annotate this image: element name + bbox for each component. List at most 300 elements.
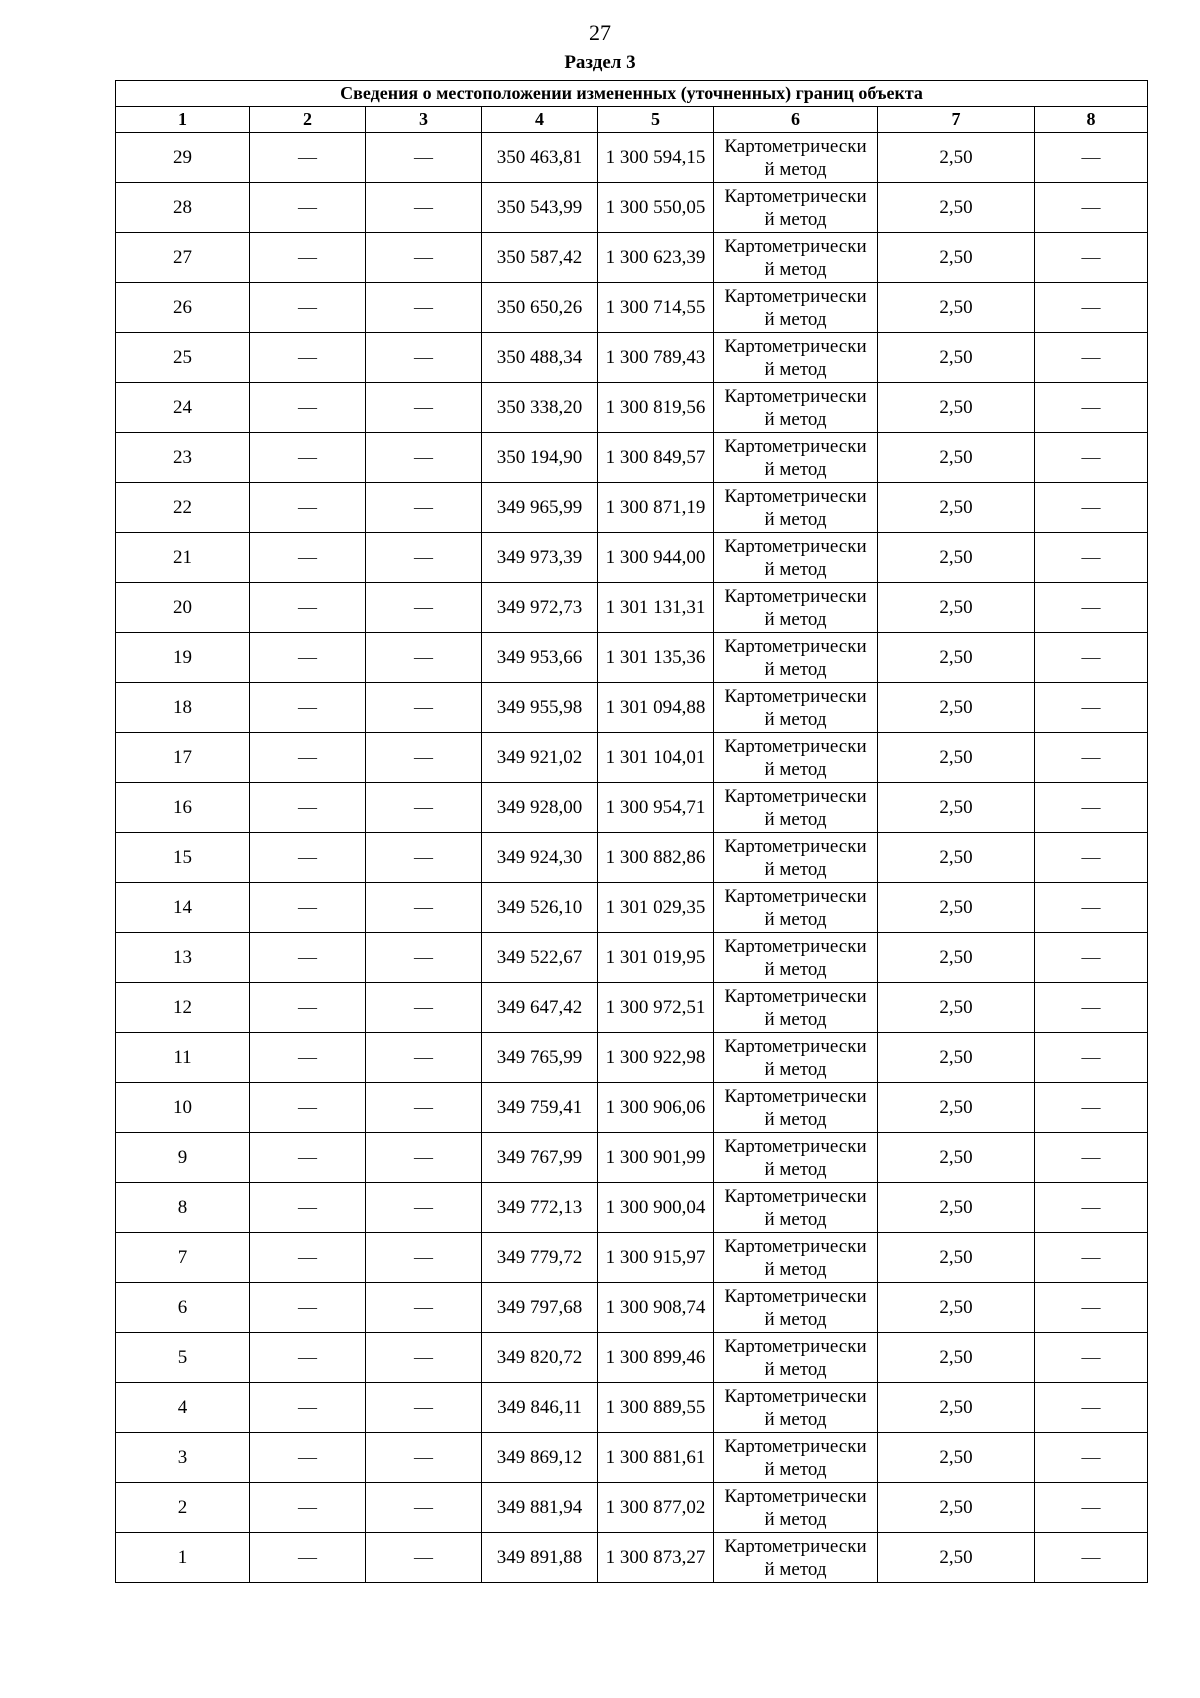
x-coordinate-cell: 349 928,00 — [482, 783, 598, 833]
column-2-cell: — — [250, 1483, 366, 1533]
method-text-line-2: й метод — [764, 1258, 827, 1280]
column-number: 2 — [250, 107, 366, 133]
table-row — [116, 1383, 1148, 1433]
column-3-cell: — — [366, 833, 482, 883]
method-text-line-1: Картометрически — [724, 985, 867, 1007]
method-text-line-1: Картометрически — [724, 635, 867, 657]
method-text-line-2: й метод — [764, 1508, 827, 1530]
method-text-line-1: Картометрически — [724, 485, 867, 507]
y-coordinate-cell: 1 300 871,19 — [598, 483, 714, 533]
column-8-cell: — — [1035, 783, 1148, 833]
column-2-cell: — — [250, 1383, 366, 1433]
table-row — [116, 1333, 1148, 1383]
y-coordinate-cell: 1 300 944,00 — [598, 533, 714, 583]
y-coordinate-cell: 1 300 922,98 — [598, 1033, 714, 1083]
column-2-cell: — — [250, 683, 366, 733]
accuracy-cell: 2,50 — [878, 1433, 1035, 1483]
column-8-cell: — — [1035, 1183, 1148, 1233]
accuracy-cell: 2,50 — [878, 1333, 1035, 1383]
y-coordinate-cell: 1 300 550,05 — [598, 183, 714, 233]
method-text-line-2: й метод — [764, 808, 827, 830]
y-coordinate-cell: 1 301 019,95 — [598, 933, 714, 983]
column-3-cell: — — [366, 783, 482, 833]
y-coordinate-cell: 1 300 594,15 — [598, 133, 714, 183]
column-8-cell: — — [1035, 233, 1148, 283]
table-row — [116, 683, 1148, 733]
column-8-cell: — — [1035, 1433, 1148, 1483]
accuracy-cell: 2,50 — [878, 1183, 1035, 1233]
method-text-line-1: Картометрически — [724, 1285, 867, 1307]
column-2-cell: — — [250, 433, 366, 483]
method-text-line-1: Картометрически — [724, 385, 867, 407]
point-number-cell: 2 — [116, 1483, 250, 1533]
x-coordinate-cell: 350 463,81 — [482, 133, 598, 183]
method-cell — [714, 1483, 878, 1533]
method-text-line-2: й метод — [764, 1408, 827, 1430]
column-3-cell: — — [366, 133, 482, 183]
accuracy-cell: 2,50 — [878, 783, 1035, 833]
x-coordinate-cell: 349 869,12 — [482, 1433, 598, 1483]
column-number: 5 — [598, 107, 714, 133]
table-row — [116, 483, 1148, 533]
x-coordinate-cell: 349 765,99 — [482, 1033, 598, 1083]
table-row — [116, 1533, 1148, 1583]
table-row — [116, 533, 1148, 583]
column-8-cell: — — [1035, 583, 1148, 633]
x-coordinate-cell: 349 797,68 — [482, 1283, 598, 1333]
table-row — [116, 783, 1148, 833]
method-text-line-2: й метод — [764, 1108, 827, 1130]
table-row — [116, 883, 1148, 933]
method-cell — [714, 433, 878, 483]
method-text-line-1: Картометрически — [724, 235, 867, 257]
y-coordinate-cell: 1 300 906,06 — [598, 1083, 714, 1133]
method-text-line-2: й метод — [764, 158, 827, 180]
table-row — [116, 983, 1148, 1033]
method-cell — [714, 583, 878, 633]
x-coordinate-cell: 350 194,90 — [482, 433, 598, 483]
method-text-line-1: Картометрически — [724, 1185, 867, 1207]
table-body — [116, 81, 1148, 1583]
column-2-cell: — — [250, 633, 366, 683]
column-3-cell: — — [366, 283, 482, 333]
section-title: Раздел 3 — [564, 52, 636, 73]
accuracy-cell: 2,50 — [878, 1483, 1035, 1533]
column-8-cell: — — [1035, 883, 1148, 933]
y-coordinate-cell: 1 300 889,55 — [598, 1383, 714, 1433]
method-cell — [714, 783, 878, 833]
column-2-cell: — — [250, 783, 366, 833]
column-3-cell: — — [366, 1183, 482, 1233]
column-8-cell: — — [1035, 433, 1148, 483]
column-3-cell: — — [366, 1283, 482, 1333]
accuracy-cell: 2,50 — [878, 333, 1035, 383]
method-text-line-1: Картометрически — [724, 1435, 867, 1457]
point-number-cell: 12 — [116, 983, 250, 1033]
point-number-cell: 27 — [116, 233, 250, 283]
method-text-line-2: й метод — [764, 1058, 827, 1080]
method-text-line-1: Картометрически — [724, 835, 867, 857]
column-8-cell: — — [1035, 383, 1148, 433]
method-text-line-1: Картометрически — [724, 1035, 867, 1057]
point-number-cell: 29 — [116, 133, 250, 183]
method-text-line-1: Картометрически — [724, 1135, 867, 1157]
column-3-cell: — — [366, 1133, 482, 1183]
accuracy-cell: 2,50 — [878, 283, 1035, 333]
table-row — [116, 333, 1148, 383]
column-2-cell: — — [250, 383, 366, 433]
method-text-line-1: Картометрически — [724, 135, 867, 157]
point-number-cell: 8 — [116, 1183, 250, 1233]
page-number: 27 — [589, 20, 611, 45]
table-caption: Сведения о местоположении измененных (уточненных) границ объекта — [116, 81, 1148, 107]
table-row — [116, 1133, 1148, 1183]
accuracy-cell: 2,50 — [878, 683, 1035, 733]
y-coordinate-cell: 1 300 881,61 — [598, 1433, 714, 1483]
point-number-cell: 10 — [116, 1083, 250, 1133]
column-2-cell: — — [250, 883, 366, 933]
point-number-cell: 6 — [116, 1283, 250, 1333]
y-coordinate-cell: 1 300 900,04 — [598, 1183, 714, 1233]
method-cell — [714, 383, 878, 433]
column-2-cell: — — [250, 1433, 366, 1483]
method-cell — [714, 1383, 878, 1433]
method-text-line-1: Картометрически — [724, 535, 867, 557]
method-text-line-1: Картометрически — [724, 435, 867, 457]
table-row — [116, 1183, 1148, 1233]
column-2-cell: — — [250, 183, 366, 233]
y-coordinate-cell: 1 300 819,56 — [598, 383, 714, 433]
method-cell — [714, 1233, 878, 1283]
point-number-cell: 13 — [116, 933, 250, 983]
accuracy-cell: 2,50 — [878, 1133, 1035, 1183]
point-number-cell: 17 — [116, 733, 250, 783]
x-coordinate-cell: 349 820,72 — [482, 1333, 598, 1383]
column-3-cell: — — [366, 583, 482, 633]
accuracy-cell: 2,50 — [878, 1033, 1035, 1083]
table-row — [116, 233, 1148, 283]
point-number-cell: 23 — [116, 433, 250, 483]
method-text-line-1: Картометрически — [724, 685, 867, 707]
x-coordinate-cell: 350 650,26 — [482, 283, 598, 333]
column-3-cell: — — [366, 483, 482, 533]
column-3-cell: — — [366, 333, 482, 383]
column-2-cell: — — [250, 983, 366, 1033]
column-3-cell: — — [366, 1433, 482, 1483]
y-coordinate-cell: 1 300 901,99 — [598, 1133, 714, 1183]
accuracy-cell: 2,50 — [878, 133, 1035, 183]
column-3-cell: — — [366, 1533, 482, 1583]
method-cell — [714, 283, 878, 333]
y-coordinate-cell: 1 301 029,35 — [598, 883, 714, 933]
table-row — [116, 1233, 1148, 1283]
method-text-line-2: й метод — [764, 958, 827, 980]
column-8-cell: — — [1035, 283, 1148, 333]
x-coordinate-cell: 349 647,42 — [482, 983, 598, 1033]
method-cell — [714, 1333, 878, 1383]
method-cell — [714, 533, 878, 583]
x-coordinate-cell: 349 846,11 — [482, 1383, 598, 1433]
x-coordinate-cell: 349 965,99 — [482, 483, 598, 533]
column-8-cell: — — [1035, 933, 1148, 983]
point-number-cell: 14 — [116, 883, 250, 933]
column-2-cell: — — [250, 1283, 366, 1333]
column-3-cell: — — [366, 983, 482, 1033]
table-row — [116, 133, 1148, 183]
y-coordinate-cell: 1 300 972,51 — [598, 983, 714, 1033]
accuracy-cell: 2,50 — [878, 833, 1035, 883]
column-2-cell: — — [250, 1333, 366, 1383]
column-3-cell: — — [366, 233, 482, 283]
y-coordinate-cell: 1 301 131,31 — [598, 583, 714, 633]
y-coordinate-cell: 1 300 899,46 — [598, 1333, 714, 1383]
accuracy-cell: 2,50 — [878, 1283, 1035, 1333]
method-cell — [714, 1533, 878, 1583]
x-coordinate-cell: 349 522,67 — [482, 933, 598, 983]
table-row — [116, 933, 1148, 983]
column-8-cell: — — [1035, 1333, 1148, 1383]
point-number-cell: 3 — [116, 1433, 250, 1483]
method-cell — [714, 1283, 878, 1333]
method-text-line-2: й метод — [764, 558, 827, 580]
column-8-cell: — — [1035, 483, 1148, 533]
method-cell — [714, 233, 878, 283]
accuracy-cell: 2,50 — [878, 583, 1035, 633]
column-number: 7 — [878, 107, 1035, 133]
method-text-line-2: й метод — [764, 1458, 827, 1480]
column-8-cell: — — [1035, 183, 1148, 233]
point-number-cell: 15 — [116, 833, 250, 883]
accuracy-cell: 2,50 — [878, 183, 1035, 233]
column-8-cell: — — [1035, 983, 1148, 1033]
method-cell — [714, 1183, 878, 1233]
column-number: 8 — [1035, 107, 1148, 133]
column-3-cell: — — [366, 683, 482, 733]
accuracy-cell: 2,50 — [878, 733, 1035, 783]
point-number-cell: 1 — [116, 1533, 250, 1583]
method-text-line-2: й метод — [764, 258, 827, 280]
column-3-cell: — — [366, 883, 482, 933]
accuracy-cell: 2,50 — [878, 233, 1035, 283]
method-text-line-2: й метод — [764, 908, 827, 930]
y-coordinate-cell: 1 300 873,27 — [598, 1533, 714, 1583]
column-2-cell: — — [250, 933, 366, 983]
point-number-cell: 16 — [116, 783, 250, 833]
column-8-cell: — — [1035, 1383, 1148, 1433]
column-2-cell: — — [250, 283, 366, 333]
column-2-cell: — — [250, 1533, 366, 1583]
table-row — [116, 1483, 1148, 1533]
method-text-line-1: Картометрически — [724, 785, 867, 807]
table-row — [116, 1033, 1148, 1083]
column-3-cell: — — [366, 1233, 482, 1283]
accuracy-cell: 2,50 — [878, 1383, 1035, 1433]
accuracy-cell: 2,50 — [878, 633, 1035, 683]
method-text-line-1: Картометрически — [724, 335, 867, 357]
method-text-line-1: Картометрически — [724, 735, 867, 757]
column-8-cell: — — [1035, 733, 1148, 783]
method-text-line-2: й метод — [764, 1358, 827, 1380]
accuracy-cell: 2,50 — [878, 383, 1035, 433]
y-coordinate-cell: 1 300 954,71 — [598, 783, 714, 833]
column-8-cell: — — [1035, 533, 1148, 583]
column-number: 6 — [714, 107, 878, 133]
column-number: 1 — [116, 107, 250, 133]
column-2-cell: — — [250, 1233, 366, 1283]
table-row — [116, 633, 1148, 683]
point-number-cell: 4 — [116, 1383, 250, 1433]
boundary-coordinates-table — [115, 80, 1148, 1583]
x-coordinate-cell: 349 526,10 — [482, 883, 598, 933]
accuracy-cell: 2,50 — [878, 483, 1035, 533]
accuracy-cell: 2,50 — [878, 1533, 1035, 1583]
method-cell — [714, 883, 878, 933]
column-8-cell: — — [1035, 833, 1148, 883]
column-number-row — [116, 107, 1148, 133]
method-text-line-2: й метод — [764, 1208, 827, 1230]
point-number-cell: 5 — [116, 1333, 250, 1383]
method-text-line-1: Картометрически — [724, 585, 867, 607]
point-number-cell: 7 — [116, 1233, 250, 1283]
point-number-cell: 18 — [116, 683, 250, 733]
column-3-cell: — — [366, 183, 482, 233]
column-2-cell: — — [250, 733, 366, 783]
column-number: 4 — [482, 107, 598, 133]
column-3-cell: — — [366, 1483, 482, 1533]
method-text-line-2: й метод — [764, 858, 827, 880]
column-8-cell: — — [1035, 133, 1148, 183]
method-cell — [714, 483, 878, 533]
method-cell — [714, 1133, 878, 1183]
table-row — [116, 283, 1148, 333]
table-row — [116, 1083, 1148, 1133]
column-3-cell: — — [366, 1083, 482, 1133]
accuracy-cell: 2,50 — [878, 1233, 1035, 1283]
column-2-cell: — — [250, 483, 366, 533]
x-coordinate-cell: 350 338,20 — [482, 383, 598, 433]
point-number-cell: 11 — [116, 1033, 250, 1083]
accuracy-cell: 2,50 — [878, 533, 1035, 583]
method-text-line-2: й метод — [764, 208, 827, 230]
column-2-cell: — — [250, 1133, 366, 1183]
x-coordinate-cell: 350 543,99 — [482, 183, 598, 233]
point-number-cell: 25 — [116, 333, 250, 383]
method-cell — [714, 1033, 878, 1083]
y-coordinate-cell: 1 300 714,55 — [598, 283, 714, 333]
column-2-cell: — — [250, 833, 366, 883]
y-coordinate-cell: 1 301 104,01 — [598, 733, 714, 783]
x-coordinate-cell: 349 972,73 — [482, 583, 598, 633]
column-8-cell: — — [1035, 1033, 1148, 1083]
accuracy-cell: 2,50 — [878, 433, 1035, 483]
point-number-cell: 22 — [116, 483, 250, 533]
column-2-cell: — — [250, 583, 366, 633]
x-coordinate-cell: 349 881,94 — [482, 1483, 598, 1533]
y-coordinate-cell: 1 300 849,57 — [598, 433, 714, 483]
column-8-cell: — — [1035, 333, 1148, 383]
method-text-line-2: й метод — [764, 708, 827, 730]
y-coordinate-cell: 1 300 915,97 — [598, 1233, 714, 1283]
column-3-cell: — — [366, 383, 482, 433]
point-number-cell: 19 — [116, 633, 250, 683]
accuracy-cell: 2,50 — [878, 983, 1035, 1033]
table-row — [116, 433, 1148, 483]
method-cell — [714, 183, 878, 233]
table-row — [116, 183, 1148, 233]
table-row — [116, 1433, 1148, 1483]
column-8-cell: — — [1035, 1233, 1148, 1283]
column-2-cell: — — [250, 1083, 366, 1133]
column-3-cell: — — [366, 433, 482, 483]
accuracy-cell: 2,50 — [878, 1083, 1035, 1133]
table-row — [116, 733, 1148, 783]
y-coordinate-cell: 1 300 877,02 — [598, 1483, 714, 1533]
column-2-cell: — — [250, 133, 366, 183]
method-text-line-1: Картометрически — [724, 885, 867, 907]
method-text-line-1: Картометрически — [724, 1335, 867, 1357]
column-8-cell: — — [1035, 1083, 1148, 1133]
y-coordinate-cell: 1 300 882,86 — [598, 833, 714, 883]
point-number-cell: 28 — [116, 183, 250, 233]
x-coordinate-cell: 349 772,13 — [482, 1183, 598, 1233]
method-text-line-2: й метод — [764, 508, 827, 530]
column-2-cell: — — [250, 333, 366, 383]
method-text-line-1: Картометрически — [724, 935, 867, 957]
method-text-line-2: й метод — [764, 1158, 827, 1180]
method-cell — [714, 933, 878, 983]
method-text-line-2: й метод — [764, 458, 827, 480]
method-text-line-2: й метод — [764, 358, 827, 380]
method-cell — [714, 133, 878, 183]
method-text-line-1: Картометрически — [724, 185, 867, 207]
accuracy-cell: 2,50 — [878, 883, 1035, 933]
method-cell — [714, 683, 878, 733]
table-row — [116, 833, 1148, 883]
column-3-cell: — — [366, 1033, 482, 1083]
x-coordinate-cell: 349 973,39 — [482, 533, 598, 583]
column-3-cell: — — [366, 633, 482, 683]
x-coordinate-cell: 349 921,02 — [482, 733, 598, 783]
x-coordinate-cell: 349 779,72 — [482, 1233, 598, 1283]
method-text-line-2: й метод — [764, 1008, 827, 1030]
point-number-cell: 20 — [116, 583, 250, 633]
column-8-cell: — — [1035, 1133, 1148, 1183]
x-coordinate-cell: 349 759,41 — [482, 1083, 598, 1133]
method-text-line-2: й метод — [764, 608, 827, 630]
column-8-cell: — — [1035, 1483, 1148, 1533]
method-text-line-2: й метод — [764, 658, 827, 680]
method-text-line-2: й метод — [764, 1308, 827, 1330]
method-text-line-2: й метод — [764, 758, 827, 780]
column-3-cell: — — [366, 1333, 482, 1383]
method-cell — [714, 733, 878, 783]
x-coordinate-cell: 349 953,66 — [482, 633, 598, 683]
method-cell — [714, 983, 878, 1033]
column-3-cell: — — [366, 533, 482, 583]
y-coordinate-cell: 1 301 094,88 — [598, 683, 714, 733]
column-8-cell: — — [1035, 1283, 1148, 1333]
column-3-cell: — — [366, 933, 482, 983]
table-row — [116, 383, 1148, 433]
method-text-line-1: Картометрически — [724, 1085, 867, 1107]
x-coordinate-cell: 349 955,98 — [482, 683, 598, 733]
column-2-cell: — — [250, 233, 366, 283]
point-number-cell: 24 — [116, 383, 250, 433]
method-text-line-1: Картометрически — [724, 1385, 867, 1407]
table-caption-row — [116, 81, 1148, 107]
x-coordinate-cell: 350 488,34 — [482, 333, 598, 383]
column-8-cell: — — [1035, 683, 1148, 733]
